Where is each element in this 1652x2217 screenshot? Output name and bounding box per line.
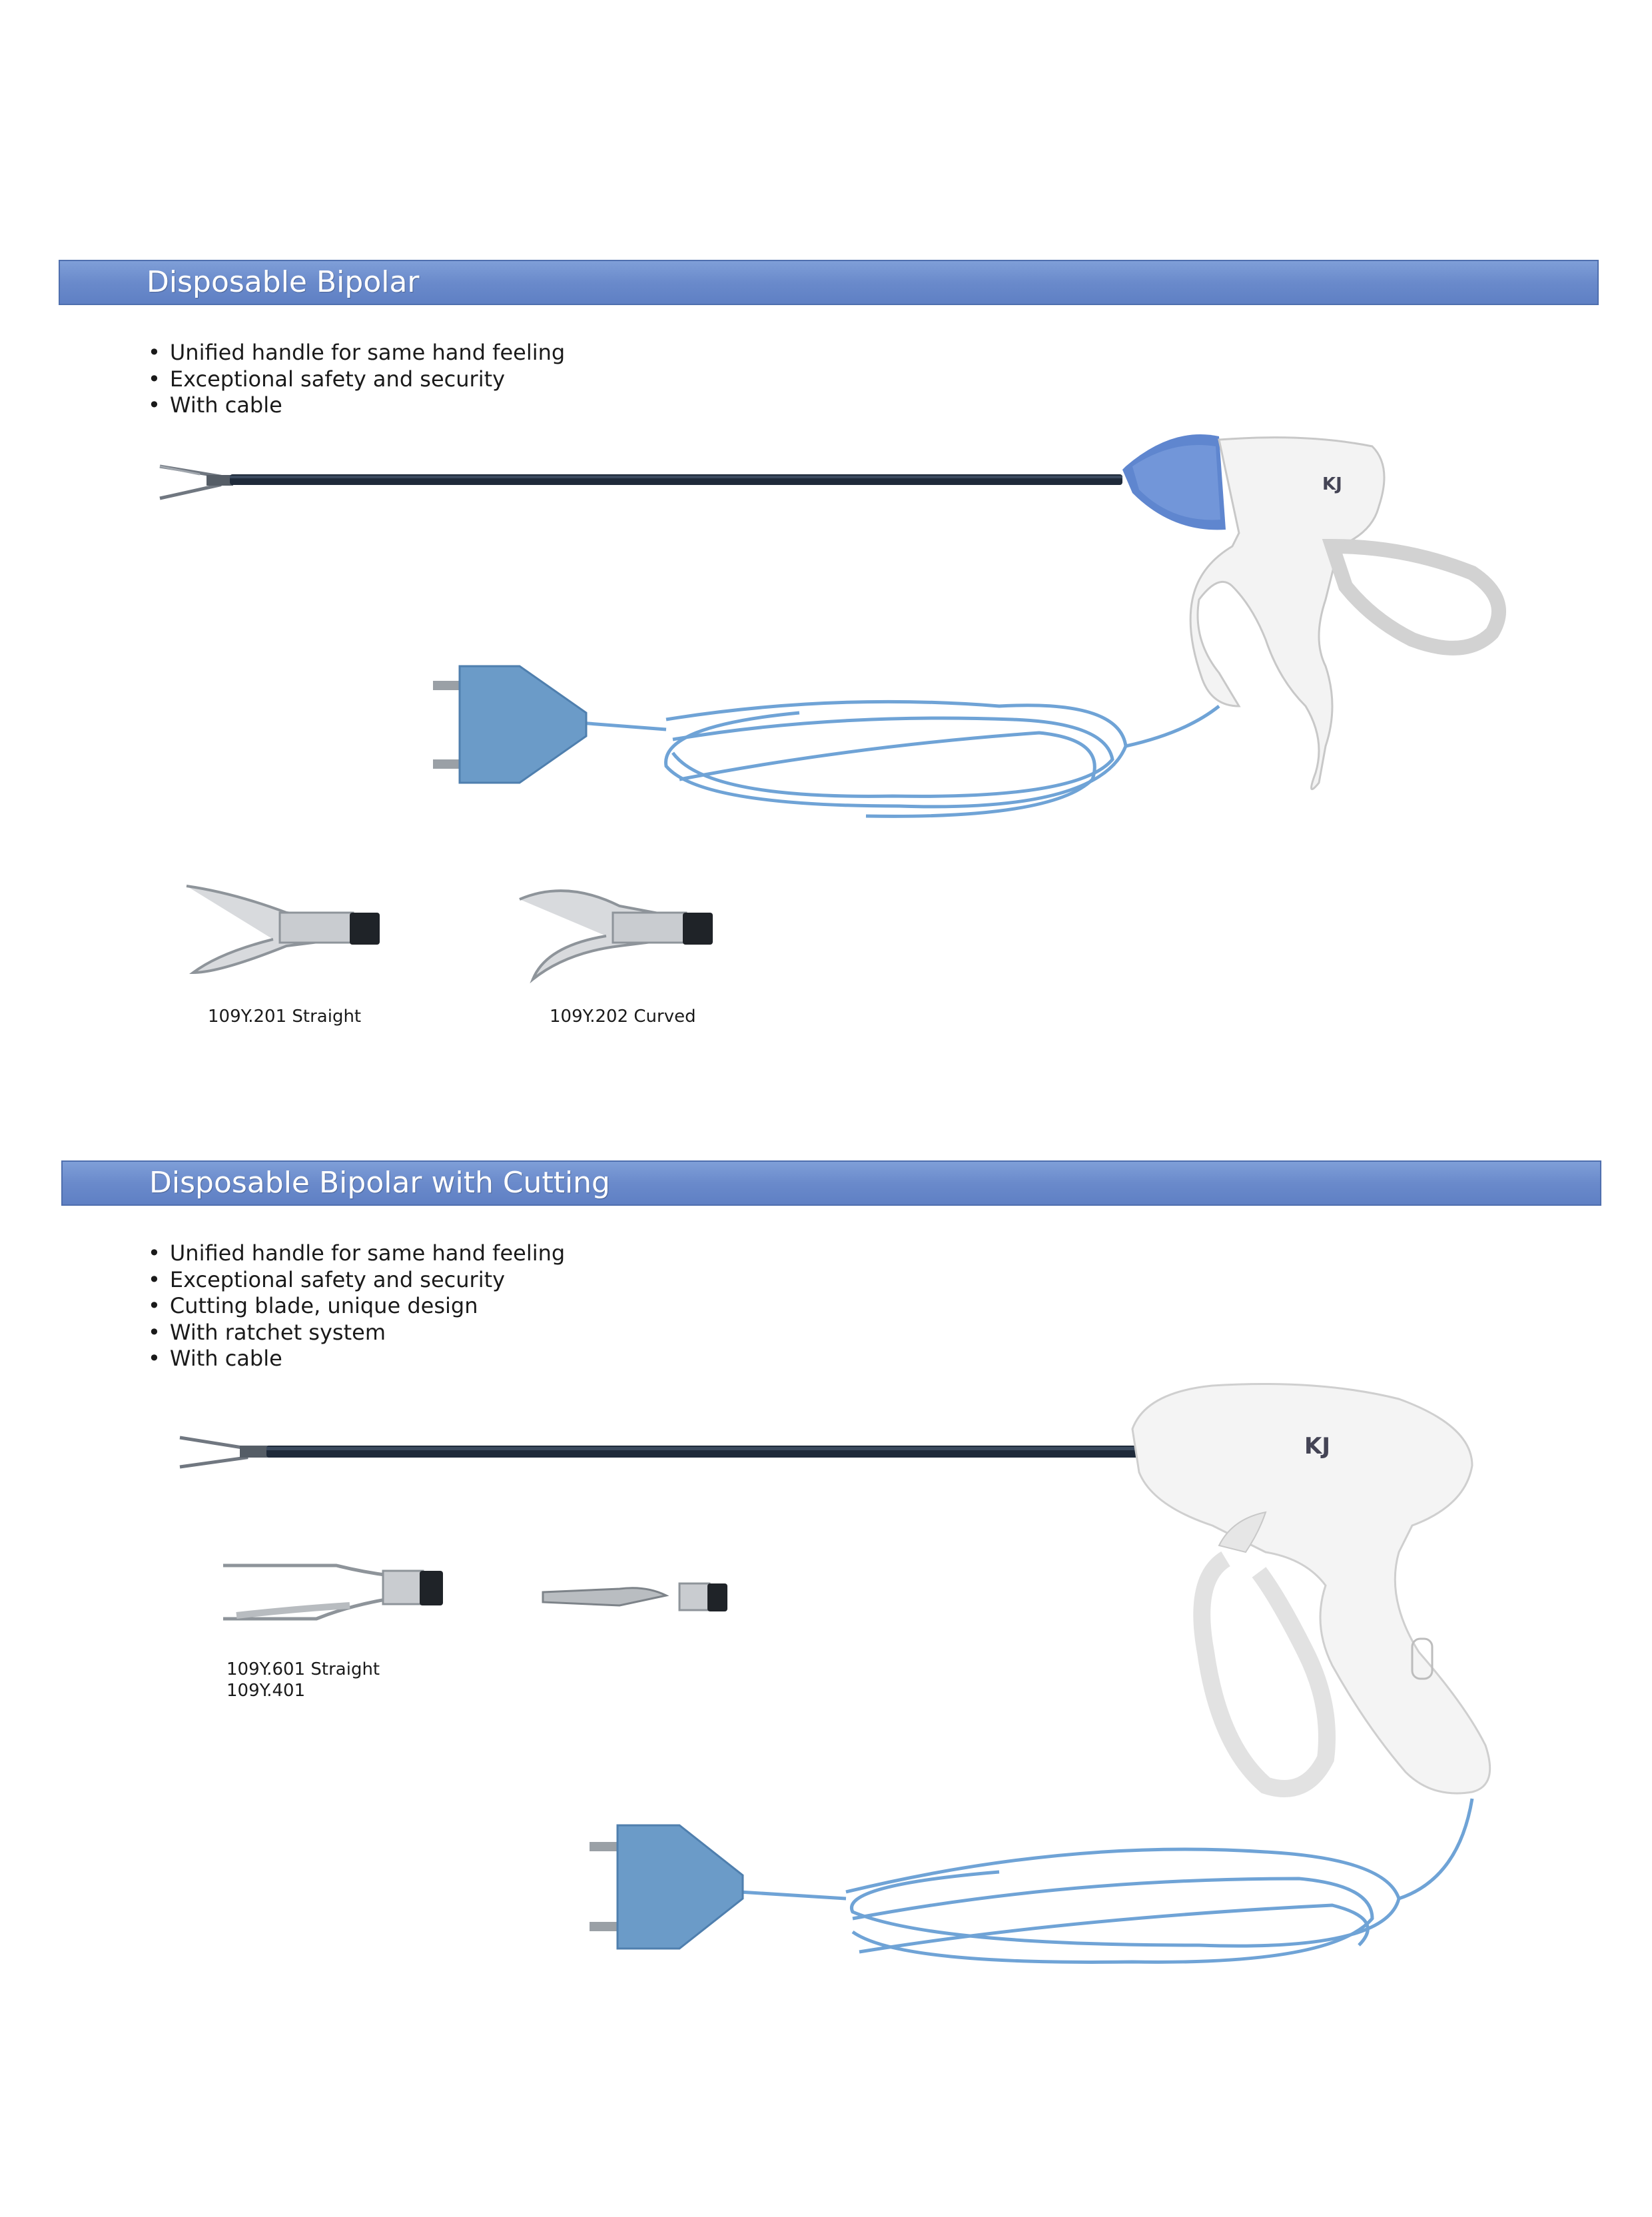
feature-item: • Cutting blade, unique design (148, 1293, 565, 1320)
jaw-insert-icon (540, 1569, 739, 1622)
forceps-tip-icon (180, 1438, 270, 1467)
plug-connector-icon (590, 1825, 743, 1949)
variant-label: 109Y.401 (226, 1681, 306, 1701)
variant-label: 109Y.601 Straight (226, 1659, 380, 1679)
feature-item: • Exceptional safety and security (148, 366, 565, 393)
section-title: Disposable Bipolar with Cutting (149, 1166, 610, 1200)
variant-label: 109Y.202 Curved (550, 1007, 696, 1027)
brand-logo: KJ (1322, 474, 1342, 494)
handle-icon (1132, 1384, 1490, 1794)
variant-label: 109Y.201 Straight (208, 1007, 362, 1027)
brand-logo: KJ (1304, 1433, 1330, 1460)
feature-item: • Exceptional safety and security (148, 1267, 565, 1294)
feature-item: • Unified handle for same hand feeling (148, 1240, 565, 1267)
section-title: Disposable Bipolar (147, 265, 420, 299)
feature-item: • With ratchet system (148, 1320, 565, 1346)
feature-item: • With cable (148, 392, 565, 419)
feature-item: • With cable (148, 1346, 565, 1372)
jaw-insert-icon (216, 1552, 483, 1632)
feature-item: • Unified handle for same hand feeling (148, 340, 565, 366)
cable-coil-icon (739, 1799, 1472, 1962)
